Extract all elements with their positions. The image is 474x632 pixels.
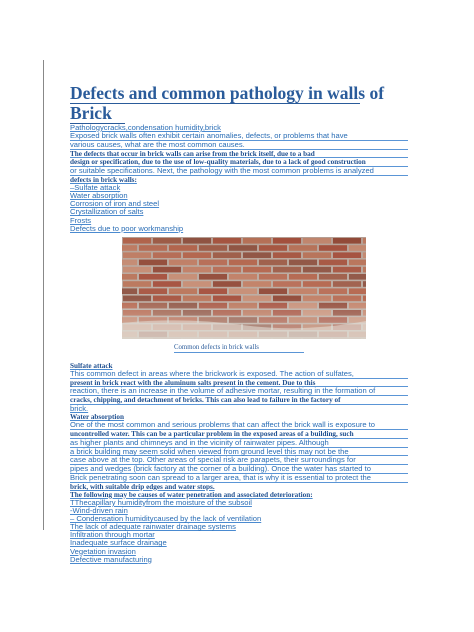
intro-line: or suitable specifications. Next, the pathology with the most common problems is analyzed bbox=[70, 167, 408, 176]
intro-line: Crystallization of salts bbox=[70, 207, 144, 217]
body-line: TThecapillary humidityfrom the moisture of the subsoil bbox=[70, 497, 252, 507]
body-line: uncontrolled water. This can be a particular problem in the exposed areas of a building, such bbox=[70, 430, 408, 439]
body-line: pipes and wedges (brick factory at the corner of a building). Once the water has started to bbox=[70, 465, 408, 474]
body-line: Defective manufacturing bbox=[70, 554, 152, 564]
body-line: One of the most common and serious problems that can affect the brick wall is exposure to bbox=[70, 421, 408, 430]
title-line-2: Brick bbox=[70, 104, 125, 124]
body-line: Water absorption bbox=[70, 413, 124, 422]
body-line: as higher plants and chimneys and in the vicinity of rainwater pipes. Although bbox=[70, 439, 408, 448]
intro-line: Defects due to poor workmanship bbox=[70, 223, 184, 233]
title-line-1: Defects and common pathology in walls of bbox=[70, 83, 385, 103]
body-line: case above at the top. Other areas of special risk are parapets, their surroundings for bbox=[70, 456, 408, 465]
body-line: cracks, chipping, and detachment of bricks. This can also lead to failure in the factory of bbox=[70, 396, 408, 405]
body-line: Infiltration through mortar bbox=[70, 530, 155, 540]
intro-line: Corrosion of iron and steel bbox=[70, 199, 160, 209]
intro-line: Frosts bbox=[70, 215, 92, 225]
intro-line: various causes, what are the most common causes. bbox=[70, 141, 408, 150]
intro-line: Pathologycracks,condensation humidity,brick bbox=[70, 123, 221, 132]
brick-wall-image bbox=[122, 237, 366, 339]
body-line: – Condensation humiditycaused by the lack of ventilation bbox=[70, 514, 262, 524]
intro-line: Water absorption bbox=[70, 191, 128, 201]
body-line: brick, with suitable drip edges and water stops. bbox=[70, 482, 215, 491]
intro-line: design or specification, due to the use of low-quality materials, due to a lack of good construction bbox=[70, 158, 408, 167]
intro-section bbox=[70, 124, 415, 233]
body-line: Brick penetrating soon can spread to a larger area, that is why it is essential to protect the bbox=[70, 474, 408, 483]
body-line: This common defect in areas where the brickwork is exposed. The action of sulfates, bbox=[70, 370, 408, 379]
body-line: Inadequate surface drainage bbox=[70, 538, 167, 548]
body-line: a brick building may seem solid when viewed from ground level this may not be the bbox=[70, 448, 408, 457]
brick-wall-photo bbox=[122, 237, 366, 339]
body-line: present in brick react with the aluminum salts present in the cement. Due to this bbox=[70, 379, 408, 388]
intro-line: defects in brick walls: bbox=[70, 176, 137, 185]
body-line: Sulfate attack bbox=[70, 361, 113, 370]
page-margin-line bbox=[43, 60, 44, 530]
figure-caption: Common defects in brick walls bbox=[174, 344, 304, 353]
intro-line: The defects that occur in brick walls can arise from the brick itself, due to a bad bbox=[70, 150, 408, 159]
body-line: The lack of adequate rainwater drainage systems bbox=[70, 522, 236, 532]
document-page bbox=[70, 84, 415, 564]
body-line: -Wind-driven rain bbox=[70, 506, 128, 516]
body-line: brick. bbox=[70, 404, 89, 414]
body-line: Vegetation invasion bbox=[70, 546, 136, 556]
body-line: The following may be causes of water penetration and associated deterioration: bbox=[70, 490, 313, 499]
body-section bbox=[70, 362, 415, 564]
document-title bbox=[70, 84, 415, 124]
intro-line: –Sulfate attack bbox=[70, 183, 121, 193]
intro-line: Exposed brick walls often exhibit certain anomalies, defects, or problems that have bbox=[70, 132, 408, 141]
body-line: reaction, there is an increase in the volume of adhesive mortar, resulting in the formation of bbox=[70, 387, 408, 396]
